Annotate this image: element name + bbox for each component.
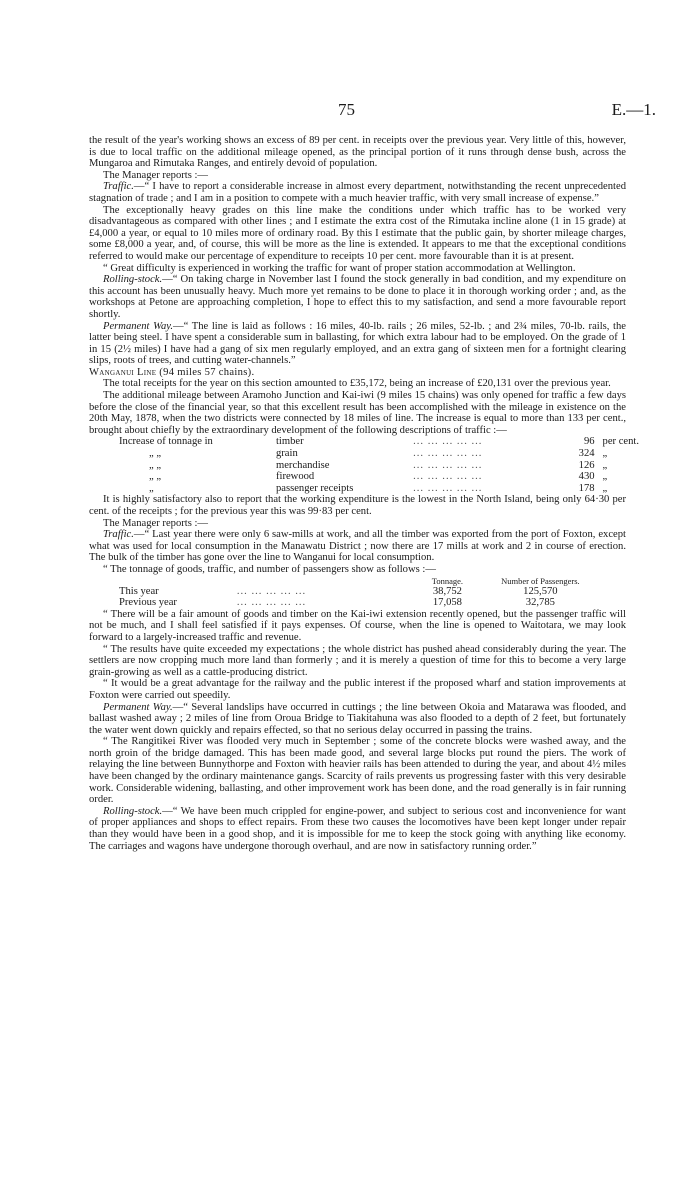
paragraph: The Manager reports :— [103, 169, 209, 181]
column-header-tonnage: Tonnage. [431, 575, 464, 586]
table-row [119, 471, 639, 483]
table-row [119, 436, 639, 448]
paragraph: “ The results have quite exceeded my expectations ; the whole district has pushed ahead considerably during the year. The settlers are now cropping much more land than formerly ; and it is merely a question of time for this to become a very large grain-growing as well as a cattle-producing district. [89, 643, 626, 678]
table-row [119, 448, 639, 460]
row-lead: „ „ [149, 471, 162, 483]
paragraph: The additional mileage between Aramoho Junction and Kai-iwi (9 miles 15 chains) was only opened for traffic a few days before the close of the financial year, so that this excellent result has been accomplished with the mileage in existence on the 20th May, 1878, when the two districts were connected by 18 miles of line. The increase is equal to more than 133 per cent., brought about chiefly by the extraordinary development of the following descriptions of traffic :— [89, 390, 626, 436]
row-value: 178 [578, 482, 595, 494]
header-spacer [237, 576, 413, 586]
paragraph-text: —“ Last year there were only 6 saw-mills at work, and all the timber was exported from the port of Foxton, except what was used for local consumption in the Manawatu District ; now there are 17 mills at work and 2 in course of erection. The bulk of the timber has gone over the line to Wanganui for local consumption. [89, 529, 626, 564]
permanent-way-label: Permanent Way. [103, 320, 174, 332]
rolling-stock-label: Rolling-stock. [103, 274, 163, 286]
row-label: merchandise [275, 459, 330, 471]
section-heading-name: Wanganui Line [89, 366, 157, 378]
paragraph-text: —“ We have been much crippled for engine-power, and subject to serious cost and inconvenience for want of proper appliances and shops to effect repairs. From these two causes the locomotives have been kept longer under repair than they would have been in a good shop, and it is impossible for me to keep the stock going with anything like economy. The carriages and wagons have undergone thorough overhaul, and are now in satisfactory running order.” [89, 805, 626, 852]
rolling-stock-label: Rolling-stock. [103, 805, 163, 817]
row-lead: Increase of tonnage in [119, 436, 213, 448]
leader-dots: ... ... ... ... ... [236, 585, 307, 597]
row-passengers: 125,570 [523, 585, 558, 597]
table-row [119, 460, 639, 472]
table-row [119, 483, 639, 495]
leader-dots: ... ... ... ... ... [236, 597, 307, 609]
traffic-comparison-table [119, 576, 599, 609]
leader-dots: ... ... ... ... ... [413, 436, 483, 448]
section-heading-detail: (94 miles 57 chains). [159, 366, 255, 378]
table-row [119, 586, 599, 598]
traffic-label: Traffic. [103, 181, 134, 193]
row-lead: „ [149, 482, 154, 494]
leader-dots: ... ... ... ... ... [413, 471, 483, 483]
row-label: firewood [275, 471, 315, 483]
paragraph-text: —“ Several landslips have occurred in cuttings ; the line between Okoia and Matarawa was flooded, and ballast washed away ; 2 miles of line from Oroua Bridge to Tiakitahuna was also flooded to a depth of 2 feet, but fortunately the water went down quickly and repairs effected, so that no serious delay occurred in passing the trains. [89, 701, 626, 736]
page-number: 75 [338, 100, 355, 119]
row-unit: „ [602, 482, 608, 494]
leader-dots: ... ... ... ... ... [413, 482, 483, 494]
row-unit: „ [602, 459, 608, 471]
row-passengers: 32,785 [525, 597, 555, 609]
paragraph: “ It would be a great advantage for the railway and the public interest if the proposed wharf and station improvements at Foxton were carried out speedily. [89, 678, 626, 701]
tonnage-increase-table [119, 436, 639, 494]
row-label: Previous year [119, 597, 177, 609]
paragraph: the result of the year's working shows an excess of 89 per cent. in receipts over the previous year. Very little of this, however, is due to local traffic on the additional mileage opened, as the principal portion of it runs through dense bush, across the Mungaroa and Rimutaka Ranges, and entirely devoid of population. [89, 135, 626, 170]
row-value: 96 [583, 436, 595, 448]
row-value: 430 [578, 471, 595, 483]
document-reference: E.—1. [611, 100, 656, 119]
paragraph-text: —“ On taking charge in November last I found the stock generally in bad condition, and my expenditure on this account has been unusually heavy. Much more yet remains to be done to place it in thorough working order ; and, as the workshops at Petone are approaching completion, I hope to effect this to my satisfaction, and send a more favourable report shortly. [89, 274, 626, 320]
row-unit: „ [602, 448, 608, 460]
paragraph: The Manager reports :— [103, 517, 209, 529]
paragraph [89, 274, 626, 320]
row-label: timber [275, 436, 304, 448]
page-body [89, 135, 639, 852]
row-unit: per cent. [602, 436, 639, 448]
paragraph [89, 702, 626, 737]
paragraph [89, 321, 626, 367]
table-row [119, 597, 599, 609]
row-label: passenger receipts [275, 482, 354, 494]
row-label: This year [119, 585, 159, 597]
traffic-label: Traffic. [103, 529, 134, 541]
paragraph: The total receipts for the year on this section amounted to £35,172, being an increase of £20,131 over the previous year. [103, 378, 611, 390]
row-lead: „ „ [149, 459, 162, 471]
paragraph-text: —“ I have to report a considerable increase in almost every department, notwithstanding the recent unprecedented stagnation of trade ; and I am in a position to compete with a much heavier traffic, with very small increase of expense.” [89, 181, 626, 204]
paragraph: “ The Rangitikei River was flooded very much in September ; some of the concrete blocks were washed away, and the north groin of the bridge damaged. This has been made good, and several large blocks put round the piers. The work of relaying the line between Bunnythorpe and Foxton with heavier rails has been attended to during the year, and about 4½ miles have been changed by the ordinary maintenance gangs. Scarcity of rails prevents us progressing faster with this very desirable work. Considerable widening, ballasting, and other improvement work has been done, and the road generally is in fair running order. [89, 736, 626, 806]
paragraph [89, 529, 626, 564]
paragraph [89, 806, 626, 852]
row-lead: „ „ [149, 448, 162, 460]
row-value: 126 [578, 459, 595, 471]
row-unit: „ [602, 471, 608, 483]
column-header-passengers: Number of Passengers. [501, 575, 580, 586]
paragraph: “ There will be a fair amount of goods and timber on the Kai-iwi extension recently opened, but the passenger traffic will not be much, and I shall feel satisfied if it pays expenses. Of course, when the line is opened to Waitotara, we may look forward to a largely-increased traffic and revenue. [89, 608, 626, 643]
paragraph [89, 181, 626, 204]
row-tonnage: 17,058 [432, 597, 462, 609]
paragraph: “ Great difficulty is experienced in working the traffic for want of proper station accommodation at Wellington. [103, 262, 576, 274]
section-heading [89, 367, 626, 379]
paragraph: The exceptionally heavy grades on this line make the conditions under which traffic has to be worked very disadvantageous as compared with other lines ; and I estimate the extra cost of the Rimutaka incline alone (1 in 15 grade) at £4,000 a year, or equal to 10 miles more of ordinary road. By this I estimate that the public gain, by shorter mileage charges, some £8,000 a year, and, of course, this will be more as the line is extended. It appears to me that the exceptional conditions referred to would make our percentage of expenditure to receipts 10 per cent. more favourable than it is at present. [89, 204, 626, 262]
paragraph: It is highly satisfactory also to report that the working expenditure is the lowest in the North Island, being only 64·30 per cent. of the receipts ; for the previous year this was 99·83 per cent. [89, 494, 626, 517]
table-header-row [119, 576, 599, 586]
header-spacer [119, 576, 237, 586]
row-value: 324 [578, 448, 595, 460]
paragraph: “ The tonnage of goods, traffic, and number of passengers show as follows :— [103, 563, 436, 575]
paragraph-text: —“ The line is laid as follows : 16 miles, 40-lb. rails ; 26 miles, 52-lb. ; and 2¾ miles, 70-lb. rails, the latter being steel. I have spent a considerable sum in ballasting, for which extra labour had to be employed. On the grade of 1 in 15 (2½ miles) I have had a gang of six men regularly employed, and an extra gang of sixteen men for a fortnight clearing slips, roots of trees, and cutting water-channels.” [89, 320, 626, 367]
leader-dots: ... ... ... ... ... [413, 459, 483, 471]
row-tonnage: 38,752 [432, 585, 462, 597]
leader-dots: ... ... ... ... ... [413, 448, 483, 460]
row-label: grain [275, 448, 298, 460]
page-header [0, 100, 700, 120]
permanent-way-label: Permanent Way. [103, 701, 173, 713]
